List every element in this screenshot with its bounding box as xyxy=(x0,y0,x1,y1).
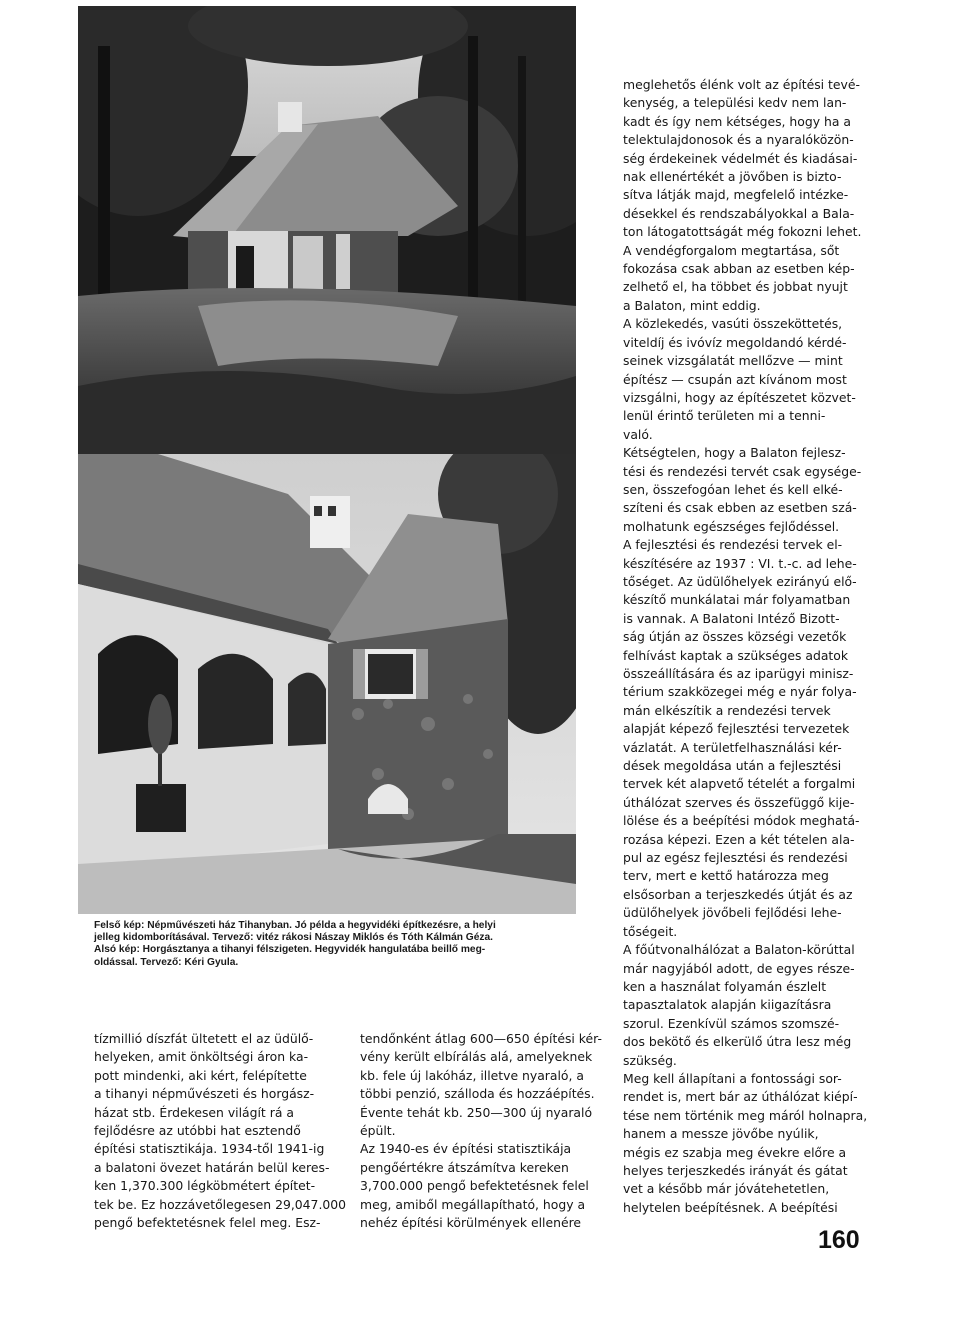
text-line: helytelen beépítésnek. A beépítési xyxy=(623,1199,838,1215)
text-line: építész — csupán azt kívánom most xyxy=(623,371,847,387)
text-line: tízmillió díszfát ültetett el az üdülő- xyxy=(94,1031,314,1046)
caption-line: jelleg kidomborításával. Tervező: vitéz rákosi Nászay Miklós és Tóth Kálmán Géza. xyxy=(94,932,493,944)
text-line: tési és rendezési tervét csak egysége- xyxy=(623,463,862,479)
text-line: vizsgálni, hogy az építészetet közvet- xyxy=(623,389,856,405)
text-line: ken 1,370.300 légköbmétert építet- xyxy=(94,1178,316,1194)
text-line: helyeken, amit önköltségi áron ka- xyxy=(94,1049,309,1065)
text-line: pengőértékre átszámítva kereken xyxy=(360,1159,569,1175)
text-line: szíteni és csak ebben az esetben szá- xyxy=(623,500,857,516)
text-line: Az 1940-es év építési statisztikája xyxy=(360,1141,572,1157)
text-line: hanem a messze jövőbe nyúlik, xyxy=(623,1126,819,1142)
text-line: rendet is, mert bár az úthálózat kiépí- xyxy=(623,1089,858,1105)
text-line: tőséget. Az üdülőhelyek ezirányú elő- xyxy=(623,573,857,589)
text-line: A fejlesztési és rendezési tervek el- xyxy=(623,537,843,553)
top-photo-image xyxy=(78,6,576,458)
text-line: Meg kell állapítani a fontossági sor- xyxy=(623,1070,842,1086)
text-line: A főútvonalhálózat a Balaton-körúttal xyxy=(623,942,855,958)
text-line: viteldíj és ivóvíz megoldandó kérdé- xyxy=(623,334,847,350)
text-line: vázlatát. A területfelhasználási kér- xyxy=(623,739,842,755)
text-line: kadt és így nem kétséges, hogy ha a xyxy=(623,113,851,129)
text-line: helyes terjeszkedés irányát és gátat xyxy=(623,1162,848,1178)
text-line: telektulajdonosok és a nyaralóközön- xyxy=(623,132,854,148)
page-number: 160 xyxy=(818,1226,860,1254)
text-line: tőségeit. xyxy=(623,923,678,939)
text-line: szorul. Ezenkívül számos szomszé- xyxy=(623,1015,840,1031)
text-line: való. xyxy=(623,426,653,442)
text-line: sen, összefogóan lehet és kell elké- xyxy=(623,481,843,497)
text-line: üdülőhelyek jövőbeli fejlődési lehe- xyxy=(623,905,842,921)
photo-caption xyxy=(94,920,576,969)
text-line: seinek vizsgálatát mellőzve — mint xyxy=(623,353,843,369)
text-line: ton látogatottságát még fokozni lehet. xyxy=(623,224,862,240)
text-line: pott mindenki, aki kért, felépítette xyxy=(94,1067,307,1083)
text-line: készítésére az 1937 : VI. t.-c. ad lehe- xyxy=(623,555,857,571)
text-line: tervek két alapvető tételét a forgalmi xyxy=(623,776,856,792)
text-line: házat stb. Érdekesen világít rá a xyxy=(94,1104,294,1120)
text-line: ken a használat folyamán észlelt xyxy=(623,978,827,994)
text-line: nehéz építési körülmények ellenére xyxy=(360,1215,582,1231)
bottom-photo-image xyxy=(78,454,576,914)
text-line: zelhető el, ha többet és jobbat nyujt xyxy=(623,279,848,295)
text-line: meglehetős élénk volt az építési tevé- xyxy=(623,77,860,92)
text-line: elsősorban a terjeszkedés útját és az xyxy=(623,886,853,902)
caption-line: Felső kép: Népművészeti ház Tihanyban. Jó példa a hegyvidéki építkezésre, a helyi xyxy=(94,920,496,931)
text-line: terv, mert e kettő határozza meg xyxy=(623,868,829,884)
text-line: meg, amiből megállapítható, hogy a xyxy=(360,1196,586,1212)
text-line: Kétségtelen, hogy a Balaton fejlesz- xyxy=(623,445,846,461)
text-line: úthálózat szerves és összefüggő kije- xyxy=(623,794,855,810)
bottom-photo-fishermans-lodge xyxy=(78,454,576,914)
text-line: tapasztalatok alapján kiigazításra xyxy=(623,997,832,1013)
text-line: térium szakközegei még e nyár folya- xyxy=(623,684,857,700)
top-photo-folk-house xyxy=(78,6,576,458)
text-line: ség érdekeinek védelmét és kiadásai- xyxy=(623,150,858,166)
text-line: rozása képezi. Ezen a két tételen ala- xyxy=(623,831,855,847)
text-line: A vendégforgalom megtartása, sőt xyxy=(623,242,840,258)
caption-line: Alsó kép: Horgásztanya a tihanyi félszigeten. Hegyvidék hangulatába beillő meg- xyxy=(94,944,486,956)
text-line: lenül érintő területen mi a tenni- xyxy=(623,408,826,424)
text-column-middle xyxy=(360,1030,602,1232)
text-line: is vannak. A Balatoni Intéző Bizott- xyxy=(623,610,840,626)
text-line: molhatunk egészséges fejlődéssel. xyxy=(623,518,840,534)
text-line: fokozása csak abban az esetben kép- xyxy=(623,261,855,277)
text-column-left xyxy=(94,1030,347,1232)
text-line: felhívást kaptak a szükséges adatok xyxy=(623,647,849,663)
text-line: fejlődésre az utóbbi hat esztendő xyxy=(94,1123,301,1139)
text-line: désekkel és rendszabályokkal a Bala- xyxy=(623,205,855,221)
caption-line: oldással. Tervező: Kéri Gyula. xyxy=(94,956,239,968)
text-line: pul az egész fejlesztési és rendezési xyxy=(623,850,848,866)
text-line: épült. xyxy=(360,1123,396,1139)
text-line: tése nem történik meg máról holnapra, xyxy=(623,1107,868,1123)
text-line: dések megoldása után a fejlesztési xyxy=(623,758,842,774)
text-line: tek be. Ez hozzávetőlegesen 29,047.000 xyxy=(94,1196,347,1212)
text-line: kenység, a települési kedv nem lan- xyxy=(623,95,847,111)
text-line: mégis ez szabja meg évekre előre a xyxy=(623,1144,847,1160)
text-line: többi penzió, szálloda és hozzáépítés. xyxy=(360,1086,595,1102)
text-line: ság útján az összes községi vezetők xyxy=(623,629,847,645)
text-line: összeállítására és az iparügyi minisz- xyxy=(623,666,854,681)
text-line: építési statisztikája. 1934-től 1941-ig xyxy=(94,1141,325,1157)
text-line: dos bekötő és elkerülő útra lesz még xyxy=(623,1034,852,1050)
text-line: 3,700.000 pengő befektetésnek felel xyxy=(360,1178,589,1194)
text-line: pengő befektetésnek felel meg. Esz- xyxy=(94,1215,321,1231)
text-line: készítő munkálatai már folyamatban xyxy=(623,592,851,608)
text-line: nak ellenértékét a jövőben is bizto- xyxy=(623,169,842,185)
text-line: vény került elbírálás alá, amelyeknek xyxy=(360,1049,593,1065)
text-line: a tihanyi népművészeti és horgász- xyxy=(94,1086,315,1102)
text-line: alapját képező fejlesztési tervezetek xyxy=(623,721,850,737)
text-line: vet a később már jóvátehetetlen, xyxy=(623,1181,830,1197)
text-column-right xyxy=(623,76,868,1217)
text-line: Évente tehát kb. 250—300 új nyaraló xyxy=(360,1104,593,1120)
text-line: lölése és a beépítési módok meghatá- xyxy=(623,813,860,829)
text-line: a Balaton, mint eddig. xyxy=(623,297,761,313)
text-line: kb. fele új lakóház, illetve nyaraló, a xyxy=(360,1067,584,1083)
text-line: mán elkészítik a rendezési tervek xyxy=(623,702,831,718)
text-line: sítva látják majd, megfelelő intézke- xyxy=(623,187,849,203)
text-line: szükség. xyxy=(623,1052,677,1068)
text-line: tendőnként átlag 600—650 építési kér- xyxy=(360,1031,602,1046)
text-line: a balatoni övezet határán belül keres- xyxy=(94,1159,330,1175)
text-line: már nagyjából adott, de egyes része- xyxy=(623,960,855,976)
text-line: A közlekedés, vasúti összeköttetés, xyxy=(623,316,843,332)
